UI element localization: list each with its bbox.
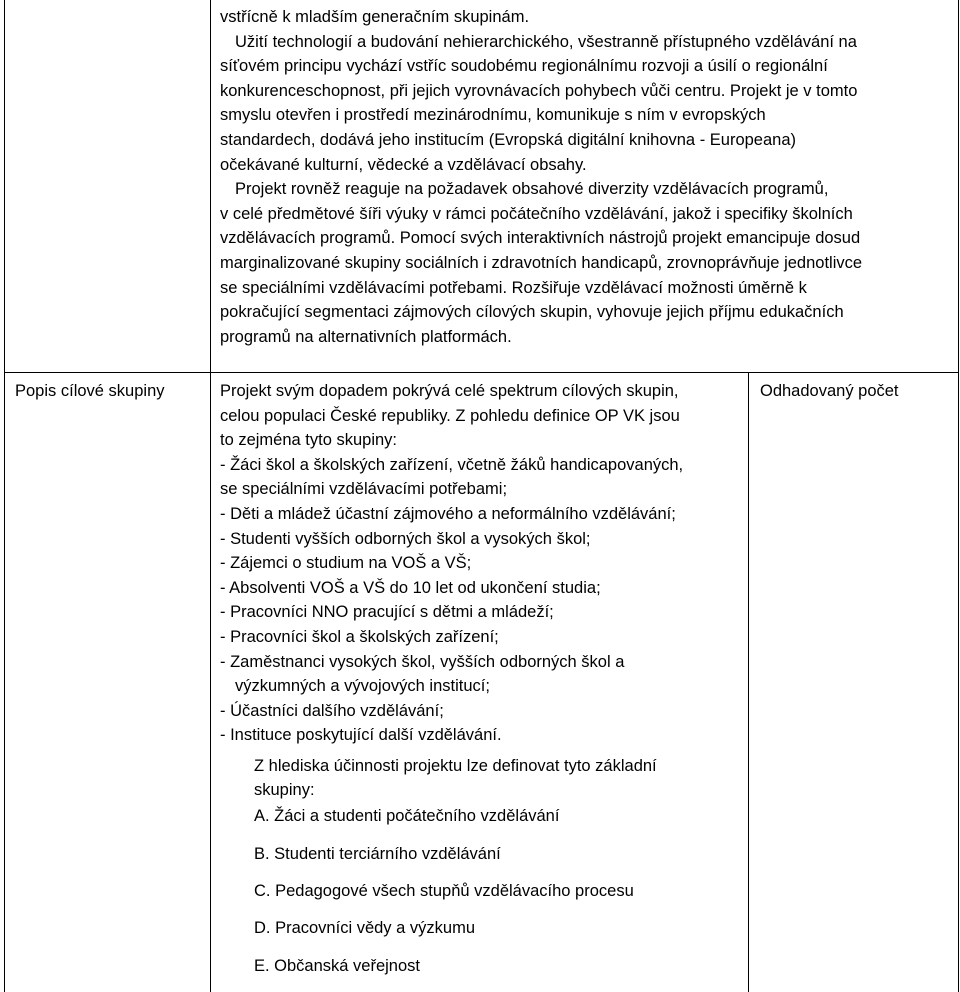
table-right-border	[958, 0, 959, 992]
list-item-continuation: se speciálními vzdělávacími potřebami;	[220, 480, 508, 499]
list-item: - Děti a mládež účastní zájmového a neformálního vzdělávání;	[220, 504, 676, 523]
paragraph-3-line-2: v celé předmětové šíři výuky v rámci počátečního vzdělávání, jakož i specifiky školních	[220, 204, 853, 223]
estimated-count-label: Odhadovaný počet	[760, 382, 899, 400]
paragraph-2-line-2: síťovém principu vychází vstříc soudobému regionálnímu rozvoji a úsilí o regionální	[220, 57, 828, 76]
table-left-border	[4, 0, 5, 992]
paragraph-3-line-4: marginalizované skupiny sociálních i zdravotních handicapů, zrovnoprávňuje jednotlivce	[220, 253, 863, 272]
paragraph-3-line-5: se speciálními vzdělávacími potřebami. Rozšiřuje vzdělávací možnosti úměrně k	[220, 278, 807, 297]
table-row-divider	[4, 372, 959, 373]
list-item-continuation: výzkumných a vývojových institucí;	[235, 677, 490, 696]
paragraph-2-line-1: Užití technologií a budování nehierarchického, všestranně přístupného vzdělávání na	[235, 32, 857, 51]
list-item: - Pracovníci škol a školských zařízení;	[220, 627, 499, 646]
list-item: - Účastníci dalšího vzdělávání;	[220, 701, 444, 720]
description-line: Projekt svým dopadem pokrývá celé spektrum cílových skupin,	[220, 382, 679, 400]
basic-group-e: E. Občanská veřejnost	[254, 957, 420, 975]
target-group-description	[220, 379, 683, 748]
basic-groups-intro-line: skupiny:	[254, 781, 315, 799]
paragraph-1-line-1: vstřícně k mladším generačním skupinám.	[220, 8, 530, 26]
list-item: - Pracovníci NNO pracující s dětmi a mládeží;	[220, 603, 554, 622]
project-description-cell	[220, 5, 862, 349]
list-item: - Zájemci o studium na VOŠ a VŠ;	[220, 554, 472, 573]
paragraph-2-line-5: standardech, dodává jeho institucím (Evropská digitální knihovna - Europeana)	[220, 130, 797, 149]
list-item: - Absolventi VOŠ a VŠ do 10 let od ukončení studia;	[220, 578, 601, 597]
basic-group-c: C. Pedagogové všech stupňů vzdělávacího procesu	[254, 882, 634, 900]
basic-groups-intro	[254, 754, 657, 802]
target-group-label: Popis cílové skupiny	[15, 382, 165, 400]
basic-group-b: B. Studenti terciárního vzdělávání	[254, 845, 501, 863]
paragraph-3-line-3: vzdělávacích programů. Pomocí svých interaktivních nástrojů projekt emancipuje dosud	[220, 229, 861, 248]
table-column-divider-2	[748, 372, 749, 992]
paragraph-2-line-3: konkurenceschopnost, při jejich vyrovnávacích pohybech vůči centru. Projekt je v tomto	[220, 81, 858, 100]
list-item: - Žáci škol a školských zařízení, včetně žáků handicapovaných,	[220, 455, 684, 474]
paragraph-3-line-1: Projekt rovněž reaguje na požadavek obsahové diverzity vzdělávacích programů,	[235, 180, 829, 199]
paragraph-2-line-6: očekávané kulturní, vědecké a vzdělávací obsahy.	[220, 155, 587, 174]
list-item: - Zaměstnanci vysokých škol, vyšších odborných škol a	[220, 652, 625, 671]
basic-groups-intro-line: Z hlediska účinnosti projektu lze definovat tyto základní	[254, 757, 657, 775]
paragraph-3-line-6: pokračující segmentaci zájmových cílových skupin, vyhovuje jejich příjmu edukačních	[220, 303, 844, 322]
list-item: - Studenti vyšších odborných škol a vysokých škol;	[220, 529, 591, 548]
basic-group-d: D. Pracovníci vědy a výzkumu	[254, 919, 475, 937]
list-item: - Instituce poskytující další vzdělávání.	[220, 726, 502, 745]
description-line: to zejména tyto skupiny:	[220, 431, 398, 450]
paragraph-3-line-7: programů na alternativních platformách.	[220, 327, 512, 346]
description-line: celou populaci České republiky. Z pohledu definice OP VK jsou	[220, 406, 680, 425]
basic-group-a: A. Žáci a studenti počátečního vzdělávání	[254, 807, 560, 825]
paragraph-2-line-4: smyslu otevřen i prostředí mezinárodnímu, komunikuje s ním v evropských	[220, 106, 766, 125]
table-column-divider-1	[210, 0, 211, 992]
